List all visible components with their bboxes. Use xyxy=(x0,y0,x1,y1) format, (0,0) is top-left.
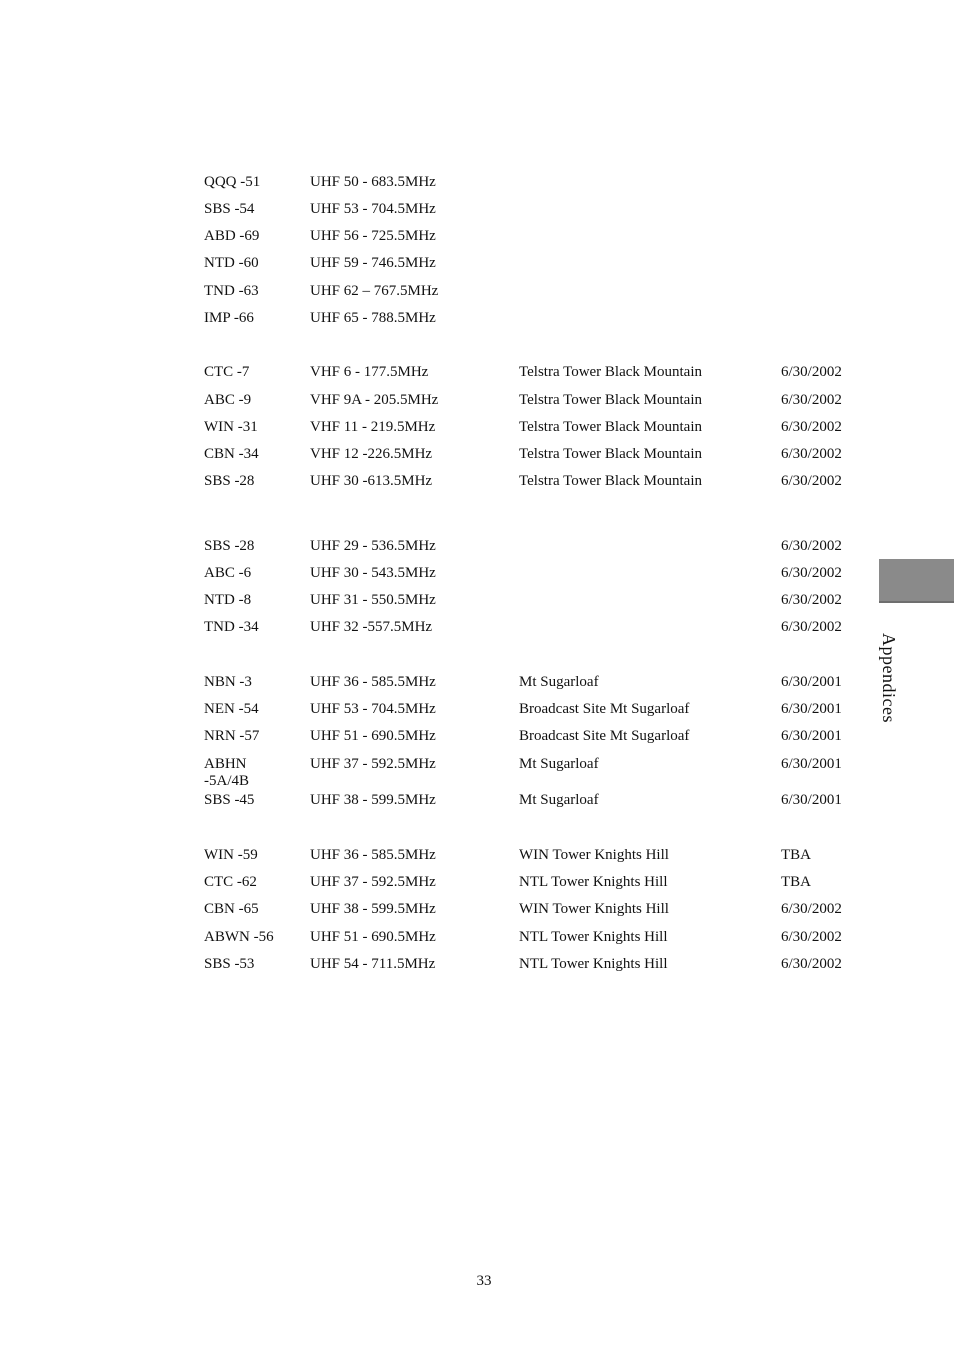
cell-date: 6/30/2002 xyxy=(781,473,842,489)
cell-frequency: VHF 11 - 219.5MHz xyxy=(310,419,436,435)
table-row xyxy=(0,472,954,492)
cell-channel: QQQ -51 xyxy=(204,174,261,190)
cell-frequency: UHF 30 -613.5MHz xyxy=(310,473,433,489)
cell-frequency: UHF 29 - 536.5MHz xyxy=(310,538,436,554)
cell-date: TBA xyxy=(781,874,811,890)
table-row xyxy=(0,928,954,948)
cell-channel: NRN -57 xyxy=(204,728,260,744)
cell-channel: NTD -8 xyxy=(204,592,252,608)
cell-frequency: UHF 30 - 543.5MHz xyxy=(310,565,436,581)
cell-frequency: VHF 12 -226.5MHz xyxy=(310,446,433,462)
cell-date: 6/30/2002 xyxy=(781,956,842,972)
cell-site: Mt Sugarloaf xyxy=(519,792,599,808)
cell-frequency: UHF 37 - 592.5MHz xyxy=(310,756,436,772)
cell-date: 6/30/2001 xyxy=(781,701,842,717)
cell-frequency: UHF 51 - 690.5MHz xyxy=(310,929,436,945)
cell-date: 6/30/2001 xyxy=(781,756,842,772)
cell-channel: WIN -31 xyxy=(204,419,258,435)
cell-channel: ABC -9 xyxy=(204,392,252,408)
table-row xyxy=(0,200,954,220)
table-row xyxy=(0,363,954,383)
cell-date: 6/30/2002 xyxy=(781,364,842,380)
cell-date: 6/30/2001 xyxy=(781,728,842,744)
cell-frequency: UHF 56 - 725.5MHz xyxy=(310,228,436,244)
cell-channel: ABD -69 xyxy=(204,228,260,244)
cell-date: 6/30/2002 xyxy=(781,392,842,408)
cell-frequency: UHF 31 - 550.5MHz xyxy=(310,592,436,608)
cell-frequency: UHF 53 - 704.5MHz xyxy=(310,201,436,217)
cell-date: 6/30/2002 xyxy=(781,929,842,945)
cell-channel: SBS -28 xyxy=(204,473,255,489)
cell-frequency: UHF 59 - 746.5MHz xyxy=(310,255,436,271)
table-row xyxy=(0,282,954,302)
table-row xyxy=(0,591,954,611)
cell-frequency: UHF 54 - 711.5MHz xyxy=(310,956,436,972)
side-tab-label: Appendices xyxy=(879,633,899,723)
cell-channel: ABWN -56 xyxy=(204,929,274,945)
cell-channel: NEN -54 xyxy=(204,701,259,717)
cell-date: 6/30/2001 xyxy=(781,674,842,690)
cell-frequency: UHF 38 - 599.5MHz xyxy=(310,901,436,917)
cell-frequency: VHF 6 - 177.5MHz xyxy=(310,364,429,380)
cell-date: TBA xyxy=(781,847,811,863)
table-row xyxy=(0,618,954,638)
cell-date: 6/30/2002 xyxy=(781,619,842,635)
cell-channel: CBN -65 xyxy=(204,901,259,917)
cell-frequency: UHF 53 - 704.5MHz xyxy=(310,701,436,717)
table-row xyxy=(0,564,954,584)
cell-date: 6/30/2002 xyxy=(781,901,842,917)
cell-site: Telstra Tower Black Mountain xyxy=(519,392,702,408)
cell-site: WIN Tower Knights Hill xyxy=(519,901,669,917)
cell-site: Telstra Tower Black Mountain xyxy=(519,419,702,435)
cell-channel: NBN -3 xyxy=(204,674,252,690)
cell-date: 6/30/2002 xyxy=(781,565,842,581)
table-row xyxy=(0,727,954,747)
cell-channel: NTD -60 xyxy=(204,255,259,271)
cell-channel: CTC -7 xyxy=(204,364,250,380)
table-row xyxy=(0,955,954,975)
cell-site: Telstra Tower Black Mountain xyxy=(519,364,702,380)
cell-site: Telstra Tower Black Mountain xyxy=(519,473,702,489)
cell-site: NTL Tower Knights Hill xyxy=(519,956,668,972)
table-row xyxy=(0,673,954,693)
table-row xyxy=(0,846,954,866)
cell-site: Mt Sugarloaf xyxy=(519,674,599,690)
cell-site: WIN Tower Knights Hill xyxy=(519,847,669,863)
table-row xyxy=(0,900,954,920)
page-number: 33 xyxy=(476,1273,492,1289)
table-row xyxy=(0,873,954,893)
cell-site: Broadcast Site Mt Sugarloaf xyxy=(519,728,690,744)
cell-channel-continuation: -5A/4B xyxy=(204,773,249,789)
cell-date: 6/30/2002 xyxy=(781,419,842,435)
table-row xyxy=(0,791,954,811)
cell-channel: SBS -54 xyxy=(204,201,255,217)
cell-frequency: VHF 9A - 205.5MHz xyxy=(310,392,439,408)
cell-frequency: UHF 37 - 592.5MHz xyxy=(310,874,436,890)
table-row xyxy=(0,445,954,465)
cell-channel: SBS -45 xyxy=(204,792,255,808)
table-row xyxy=(0,755,954,775)
cell-channel: TND -34 xyxy=(204,619,259,635)
cell-site: NTL Tower Knights Hill xyxy=(519,874,668,890)
cell-date: 6/30/2002 xyxy=(781,446,842,462)
cell-frequency: UHF 65 - 788.5MHz xyxy=(310,310,436,326)
cell-site: Telstra Tower Black Mountain xyxy=(519,446,702,462)
cell-channel: ABC -6 xyxy=(204,565,252,581)
cell-channel: IMP -66 xyxy=(204,310,254,326)
cell-frequency: UHF 50 - 683.5MHz xyxy=(310,174,436,190)
table-row xyxy=(0,418,954,438)
table-row xyxy=(0,391,954,411)
cell-frequency: UHF 38 - 599.5MHz xyxy=(310,792,436,808)
table-row xyxy=(0,309,954,329)
cell-frequency: UHF 62 – 767.5MHz xyxy=(310,283,439,299)
cell-frequency: UHF 36 - 585.5MHz xyxy=(310,674,436,690)
cell-channel: ABHN xyxy=(204,756,247,772)
side-tab-marker xyxy=(879,559,954,603)
cell-channel: CBN -34 xyxy=(204,446,259,462)
table-row xyxy=(0,700,954,720)
table-row xyxy=(0,254,954,274)
table-row xyxy=(0,227,954,247)
cell-frequency: UHF 32 -557.5MHz xyxy=(310,619,433,635)
cell-date: 6/30/2002 xyxy=(781,538,842,554)
cell-site: NTL Tower Knights Hill xyxy=(519,929,668,945)
cell-channel: WIN -59 xyxy=(204,847,258,863)
cell-channel: TND -63 xyxy=(204,283,259,299)
cell-site: Mt Sugarloaf xyxy=(519,756,599,772)
cell-frequency: UHF 36 - 585.5MHz xyxy=(310,847,436,863)
table-row xyxy=(0,173,954,193)
cell-channel: SBS -28 xyxy=(204,538,255,554)
cell-channel: SBS -53 xyxy=(204,956,255,972)
cell-channel: CTC -62 xyxy=(204,874,257,890)
cell-date: 6/30/2002 xyxy=(781,592,842,608)
table-row xyxy=(0,537,954,557)
cell-frequency: UHF 51 - 690.5MHz xyxy=(310,728,436,744)
cell-date: 6/30/2001 xyxy=(781,792,842,808)
cell-site: Broadcast Site Mt Sugarloaf xyxy=(519,701,690,717)
